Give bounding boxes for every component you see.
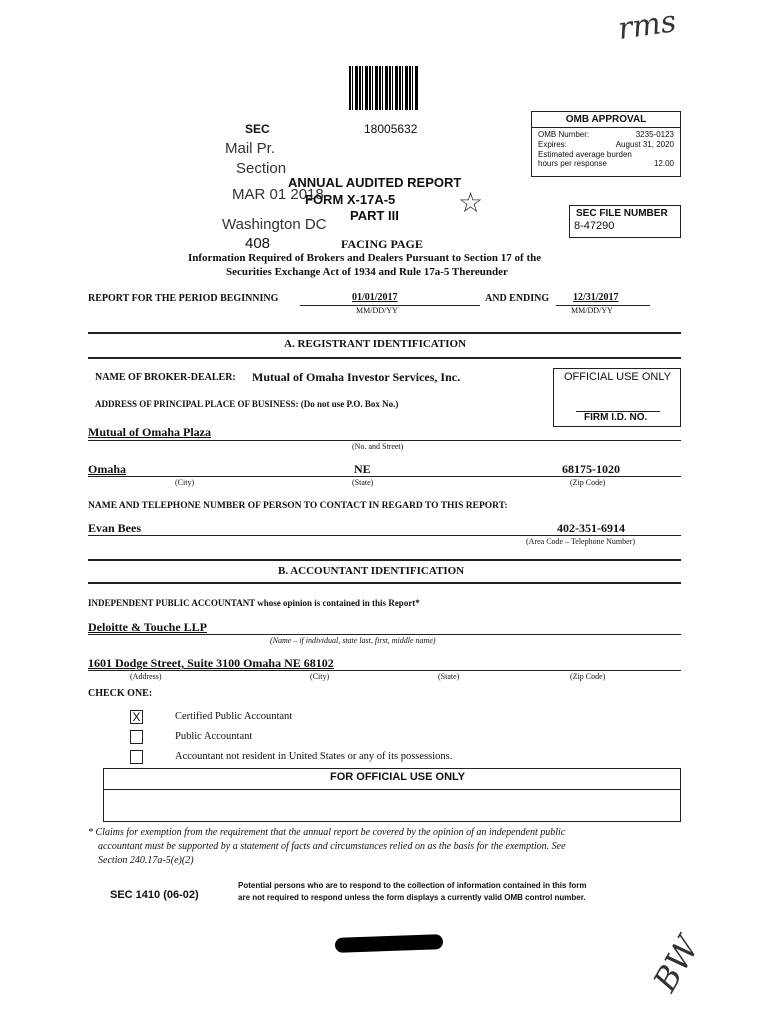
omb-burden-line1: Estimated average burden [538, 150, 632, 159]
accountant-zip-caption: (Zip Code) [570, 672, 606, 681]
official-use-only-label: OFFICIAL USE ONLY [564, 371, 671, 383]
facing-page-title: FACING PAGE [341, 237, 423, 251]
for-official-use-only-box [103, 768, 681, 822]
form-title-annual-report: ANNUAL AUDITED REPORT [288, 175, 462, 190]
phone-caption: (Area Code – Telephone Number) [526, 537, 636, 546]
section-b-title: B. ACCOUNTANT IDENTIFICATION [278, 565, 465, 577]
stamp-sec: SEC [245, 122, 270, 136]
official-use-only-box [553, 368, 681, 427]
street-address-value: Mutual of Omaha Plaza [88, 425, 211, 439]
public-accountant-label: INDEPENDENT PUBLIC ACCOUNTANT whose opinion is contained in this Report* [88, 598, 420, 608]
period-end-label: AND ENDING [485, 293, 550, 304]
sec-form-number: SEC 1410 (06-02) [110, 889, 199, 901]
stamp-city: Washington DC [222, 216, 327, 233]
for-official-use-only-label: FOR OFFICIAL USE ONLY [330, 771, 466, 783]
footnote-line3: Section 240.17a-5(e)(2) [98, 855, 194, 866]
broker-dealer-name-value: Mutual of Omaha Investor Services, Inc. [252, 370, 461, 384]
checkbox-public-accountant[interactable] [130, 730, 143, 744]
check-one-label: CHECK ONE: [88, 688, 153, 699]
contact-person-label: NAME AND TELEPHONE NUMBER OF PERSON TO CONTACT IN REGARD TO THIS REPORT: [88, 501, 508, 511]
state-caption: (State) [352, 478, 374, 487]
contact-name-value: Evan Bees [88, 521, 142, 535]
form-title-part: PART III [350, 208, 399, 223]
handwritten-star-mark: ☆ [458, 186, 484, 219]
omb-title: OMB APPROVAL [532, 112, 680, 128]
period-begin-label: REPORT FOR THE PERIOD BEGINNING [88, 293, 279, 304]
checkbox-accountant-not-resident[interactable] [130, 750, 143, 764]
footnote-line1: * Claims for exemption from the requirement that the annual report be covered by the opinion of an independent public [88, 827, 566, 838]
omb-notice-line1: Potential persons who are to respond to the collection of information contained in this form [238, 881, 587, 890]
contact-phone-value: 402-351-6914 [557, 521, 625, 535]
omb-number-value: 3235-0123 [635, 130, 674, 139]
checkbox-certified-public-accountant[interactable]: X [130, 710, 143, 724]
omb-expires-value: August 31, 2020 [615, 140, 674, 149]
city-caption: (City) [175, 478, 195, 487]
option-accountant-not-resident: Accountant not resident in United States or any of its possessions. [175, 751, 453, 762]
sec-file-number-label: SEC FILE NUMBER [576, 208, 668, 219]
city-value: Omaha [88, 462, 127, 476]
period-end-value: 12/31/2017 [573, 292, 619, 303]
omb-number-label: OMB Number: [538, 130, 590, 139]
street-caption: (No. and Street) [352, 442, 404, 451]
accountant-name-caption: (Name – if individual, state last, first, middle name) [270, 636, 436, 645]
redaction-mark [335, 934, 443, 953]
stamp-number: 408 [245, 235, 271, 252]
stamp-mail-processing: Mail Pr. [225, 140, 276, 157]
section-a-title: A. REGISTRANT IDENTIFICATION [284, 338, 467, 350]
stamp-date: MAR 01 2018 [232, 186, 324, 203]
handwritten-initials-bottom: BW [645, 930, 707, 998]
form-title-form-number: FORM X-17A-5 [305, 192, 396, 207]
handwritten-initials-top: rms [615, 4, 679, 47]
period-end-format: MM/DD/YY [571, 306, 613, 315]
firm-id-label: FIRM I.D. NO. [584, 412, 648, 423]
zip-value: 68175-1020 [562, 462, 620, 476]
accountant-address-value: 1601 Dodge Street, Suite 3100 Omaha NE 68102 [88, 656, 334, 670]
accountant-state-caption: (State) [438, 672, 460, 681]
accountant-name-value: Deloitte & Touche LLP [88, 620, 207, 634]
accountant-address-caption: (Address) [130, 672, 162, 681]
period-begin-format: MM/DD/YY [356, 306, 398, 315]
barcode-number: 18005632 [364, 122, 418, 136]
info-required-line2: Securities Exchange Act of 1934 and Rule 17a-5 Thereunder [226, 266, 508, 278]
period-begin-value: 01/01/2017 [352, 292, 398, 303]
zip-caption: (Zip Code) [570, 478, 606, 487]
omb-approval-box [531, 111, 681, 177]
omb-burden-label: hours per response [538, 159, 607, 168]
stamp-section: Section [236, 160, 287, 177]
footnote-line2: accountant must be supported by a statement of facts and circumstances relied on as the basis for the exemption. See [98, 841, 566, 852]
option-certified-public-accountant: Certified Public Accountant [175, 711, 293, 722]
broker-dealer-name-label: NAME OF BROKER-DEALER: [95, 372, 236, 383]
sec-file-number-box [569, 205, 681, 238]
omb-burden-value: 12.00 [653, 159, 674, 168]
omb-expires-label: Expires: [538, 140, 567, 149]
accountant-city-caption: (City) [310, 672, 330, 681]
state-value: NE [354, 462, 371, 476]
barcode [349, 66, 419, 110]
omb-notice-line2: are not required to respond unless the form displays a currently valid OMB control number. [238, 893, 586, 902]
info-required-line1: Information Required of Brokers and Dealers Pursuant to Section 17 of the [188, 252, 542, 264]
option-public-accountant: Public Accountant [175, 731, 253, 742]
principal-address-label: ADDRESS OF PRINCIPAL PLACE OF BUSINESS: (Do not use P.O. Box No.) [95, 399, 399, 409]
sec-file-number-value: 8-47290 [574, 220, 615, 232]
